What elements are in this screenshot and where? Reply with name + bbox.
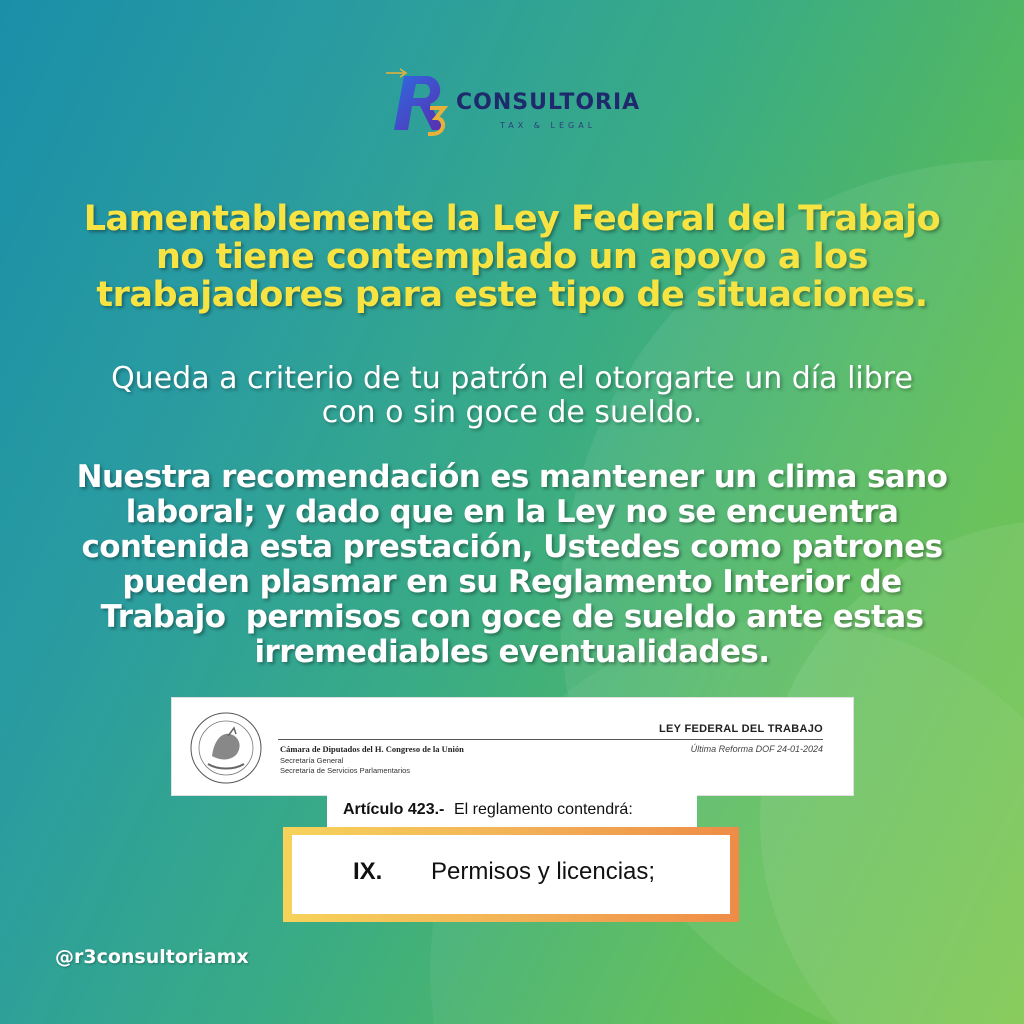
headline-line: no tiene contemplado un apoyo a los bbox=[155, 237, 868, 277]
subtext-line: Queda a criterio de tu patrón el otorgarte un día libre bbox=[111, 361, 913, 396]
article-excerpt bbox=[327, 792, 697, 827]
recommendation-line: contenida esta prestación, Ustedes como patrones bbox=[81, 529, 943, 565]
last-reform-date: Última Reforma DOF 24-01-2024 bbox=[690, 744, 823, 754]
chamber-name: Cámara de Diputados del H. Congreso de la Unión bbox=[280, 744, 464, 754]
law-title: LEY FEDERAL DEL TRABAJO bbox=[659, 723, 823, 735]
headline-line: trabajadores para este tipo de situaciones. bbox=[96, 275, 928, 315]
provision-box bbox=[292, 835, 730, 914]
law-document-header bbox=[171, 697, 854, 796]
headline-line: Lamentablemente la Ley Federal del Trabajo bbox=[83, 199, 941, 239]
recommendation-line: pueden plasmar en su Reglamento Interior de bbox=[122, 564, 902, 600]
article-text: El reglamento contendrá: bbox=[454, 801, 633, 818]
recommendation-line: Trabajo permisos con goce de sueldo ante estas bbox=[100, 599, 924, 635]
secretariat-services: Secretaría de Servicios Parlamentarios bbox=[280, 766, 411, 775]
subtext bbox=[20, 362, 1004, 430]
headline bbox=[20, 200, 1004, 314]
article-number: Artículo 423.- bbox=[343, 801, 445, 818]
social-handle: @r3consultoriamx bbox=[55, 946, 249, 968]
provision-text: Permisos y licencias; bbox=[431, 858, 656, 885]
r3-logo bbox=[386, 68, 646, 138]
recommendation-line: Nuestra recomendación es mantener un clima sano bbox=[76, 459, 948, 495]
recommendation-line: irremediables eventualidades. bbox=[254, 634, 770, 670]
mexican-seal-icon bbox=[188, 710, 264, 786]
header-rule bbox=[278, 739, 823, 740]
recommendation-line: laboral; y dado que en la Ley no se encuentra bbox=[125, 494, 899, 530]
secretariat-general: Secretaría General bbox=[280, 756, 344, 765]
provision-numeral: IX. bbox=[353, 858, 383, 885]
r3-logo-mark-icon bbox=[386, 68, 456, 138]
subtext-line: con o sin goce de sueldo. bbox=[321, 395, 703, 430]
brand-tagline: TAX & LEGAL bbox=[500, 121, 597, 130]
arrow-accent-icon bbox=[386, 68, 408, 78]
provision-frame bbox=[283, 827, 739, 922]
recommendation-text bbox=[20, 460, 1004, 670]
brand-name: CONSULTORIA bbox=[456, 90, 641, 115]
